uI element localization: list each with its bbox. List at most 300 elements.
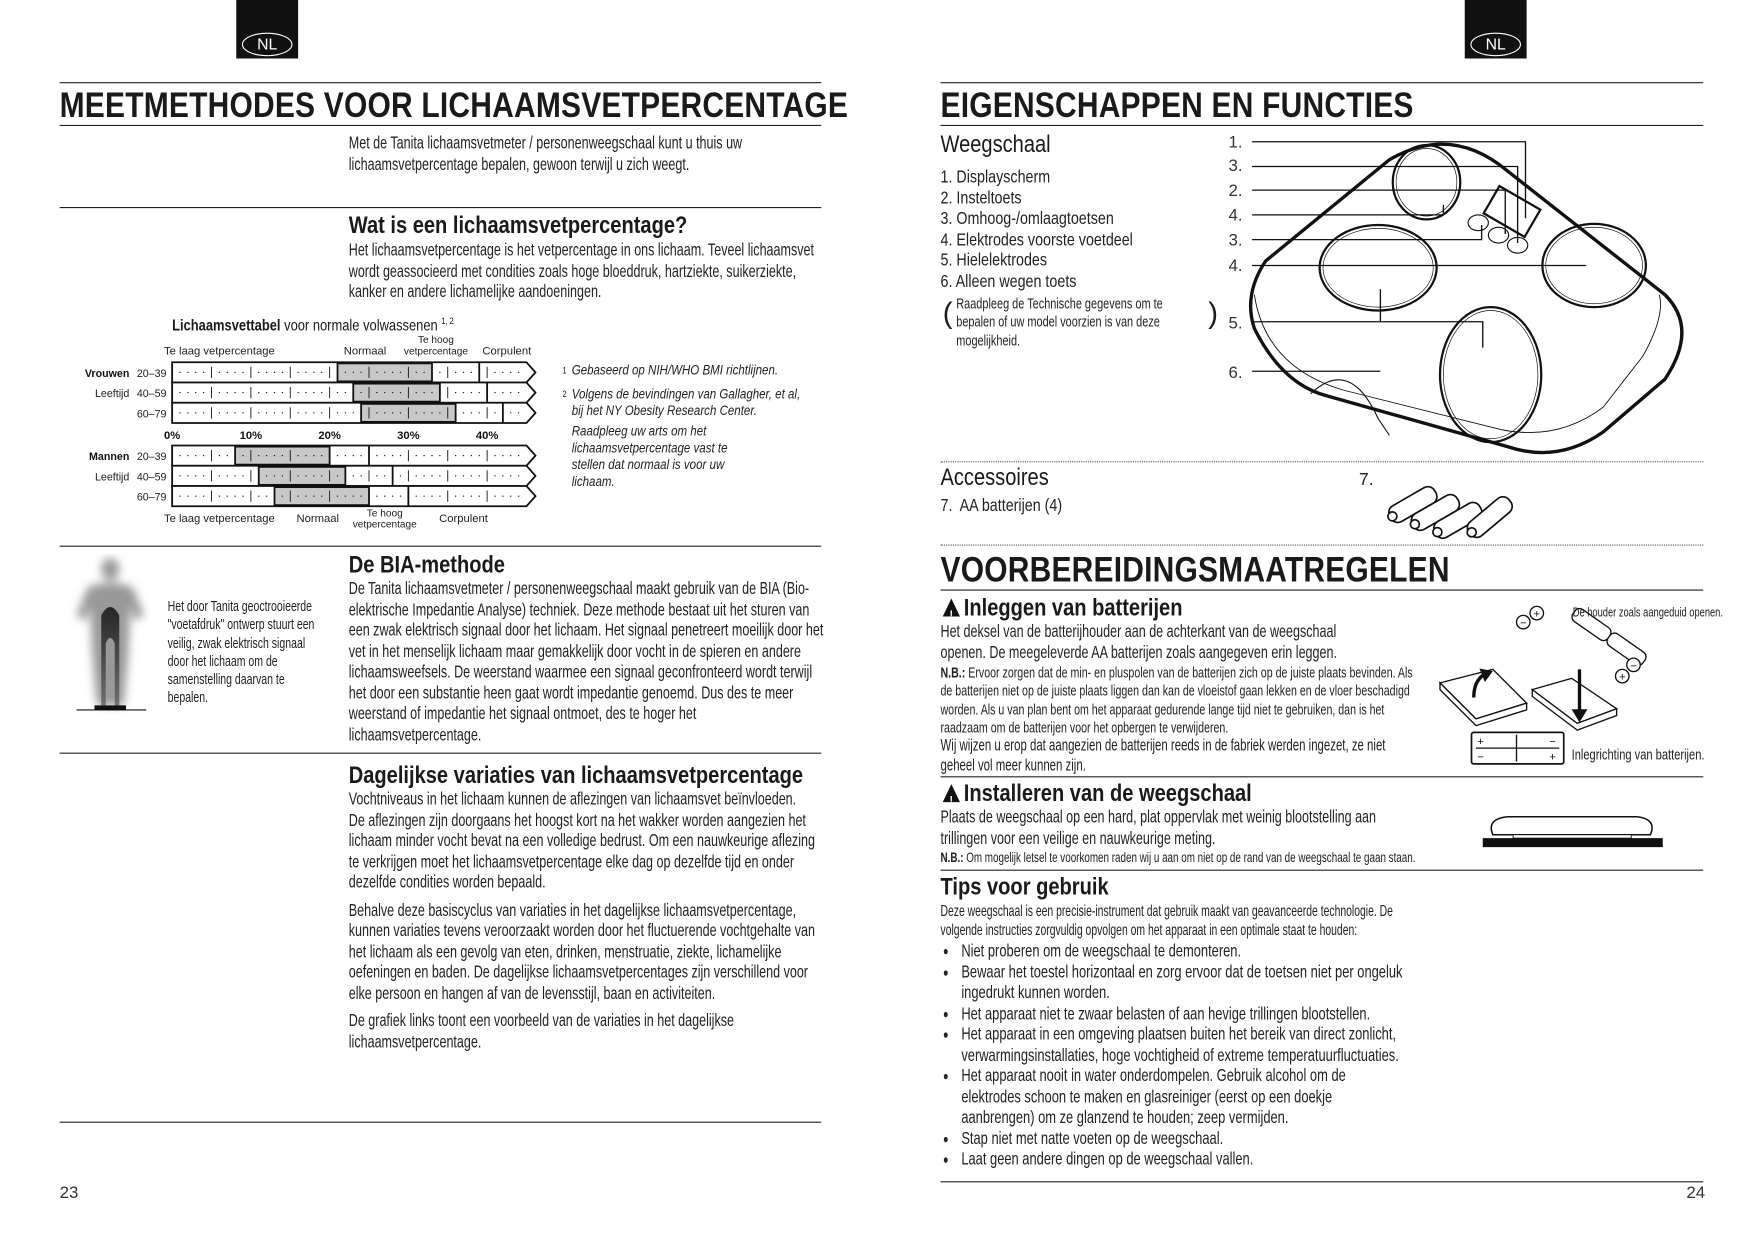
chart-minor-dot: [321, 412, 322, 413]
chart-minor-dot: [416, 412, 417, 413]
chart-minor-dot: [203, 455, 204, 456]
chart-minor-dot: [400, 372, 401, 373]
callout-label: 1.: [1228, 132, 1243, 152]
daily-text-1: Vochtniveaus in het lichaam kunnen de aflezingen van lichaamsvet beïnvloeden. De aflezingen zijn doorgaans het hoogst kort na het wakker worden aangezien het lichaam minder vocht bevat na een volledige bedrust. Om een nauwkeurige aflezing te verkrijgen moet het lichaamsvetpercentage elke dag op dezelfde tijd en onder dezelfde condities worden bepaald.: [348, 789, 815, 893]
chart-minor-dot: [187, 475, 188, 476]
chart-minor-dot: [195, 392, 196, 393]
chart-minor-dot: [494, 475, 495, 476]
svg-text:−: −: [1477, 751, 1484, 764]
svg-text:−: −: [1549, 735, 1556, 748]
chart-minor-dot: [471, 412, 472, 413]
chart-minor-dot: [416, 495, 417, 496]
chart-minor-dot: [360, 372, 361, 373]
tips-list-item: ● Het apparaat nooit in water onderdompelen. Gebruik alcohol om de elektrodes schoon te maken en glasreiniger (eerst op een doekje aanbrengen) om ze glanzend te houden; zeep vermijden.: [941, 1067, 1407, 1129]
chart-minor-dot: [353, 475, 354, 476]
callout-label: 6.: [1228, 363, 1243, 382]
chart-group-label: Vrouwen: [84, 367, 130, 380]
chart-minor-dot: [203, 475, 204, 476]
chart-minor-dot: [510, 412, 511, 413]
chart-minor-dot: [455, 455, 456, 456]
callout-label: 2.: [1228, 180, 1243, 200]
chart-minor-dot: [219, 372, 220, 373]
batteries-illustration: [1378, 466, 1524, 545]
chart-minor-dot: [423, 392, 424, 393]
chart-minor-dot: [274, 412, 275, 413]
chart-minor-dot: [227, 412, 228, 413]
chart-minor-dot: [179, 392, 180, 393]
tips-intro: Deze weegschaal is een precisie-instrument dat gebruik maakt van geavanceerde technologie. De volgende instructies zorgvuldig opvolgen om het apparaat in een optimale staat te houden:: [940, 901, 1393, 939]
body-signal-figure: [68, 554, 158, 723]
chart-minor-dot: [227, 372, 228, 373]
chart-minor-dot: [227, 455, 228, 456]
language-badge: NL: [242, 33, 293, 57]
battery-caption-open: De houder zoals aangeduid openen.: [1572, 606, 1723, 620]
batteries-text: Het deksel van de batterijhouder aan de achterkant van de weegschaal openen. De meegeleverde AA batterijen zoals aangegeven erin leggen.: [940, 622, 1337, 663]
parts-list-item: 4. Elektrodes voorste voetdeel: [940, 230, 1133, 250]
chart-minor-dot: [400, 412, 401, 413]
install-nb-text: Om mogelijk letsel te voorkomen raden wij u aan om niet op de rand van de weegschaal te gaan staan.: [966, 849, 1416, 866]
chart-minor-dot: [321, 475, 322, 476]
warning-icon: [943, 599, 960, 617]
chart-minor-dot: [321, 392, 322, 393]
chart-age-label: 60–79: [136, 408, 167, 421]
chart-minor-dot: [400, 475, 401, 476]
chart-minor-dot: [431, 495, 432, 496]
language-tab-right: [1465, 0, 1527, 59]
chart-minor-dot: [416, 475, 417, 476]
callout-label: 5.: [1228, 313, 1243, 333]
chart-minor-dot: [258, 495, 259, 496]
callout-label: 3.: [1228, 156, 1243, 175]
section-heading-batteries: [943, 595, 1515, 622]
chart-minor-dot: [463, 372, 464, 373]
chart-category-label: Normaal: [343, 345, 387, 358]
chart-minor-dot: [345, 475, 346, 476]
chart-minor-dot: [305, 455, 306, 456]
parts-list-item: 2. Insteltoets: [940, 188, 1022, 208]
chart-minor-dot: [510, 392, 511, 393]
page-title: MEETMETHODES VOOR LICHAAMSVETPERCENTAGE: [59, 85, 849, 125]
tips-list-item: ● Laat geen andere dingen op de weegschaal vallen.: [941, 1150, 1407, 1171]
install-text: Plaats de weegschaal op een hard, plat oppervlak met weinig blootstelling aan trillingen voor een veilige en nauwkeurige meting.: [940, 807, 1377, 848]
chart-minor-dot: [463, 392, 464, 393]
callout-label: 4.: [1228, 205, 1243, 225]
chart-minor-dot: [510, 455, 511, 456]
chart-minor-dot: [313, 455, 314, 456]
svg-text:−: −: [1630, 660, 1637, 673]
battery-caption-orientation: Inlegrichting van batterijen.: [1571, 745, 1705, 763]
chart-minor-dot: [455, 495, 456, 496]
chart-tick-label: 0%: [163, 429, 181, 442]
chart-minor-dot: [353, 392, 354, 393]
chart-minor-dot: [431, 372, 432, 373]
chart-minor-dot: [463, 495, 464, 496]
chart-minor-dot: [479, 412, 480, 413]
chart-minor-dot: [203, 495, 204, 496]
chart-minor-dot: [392, 392, 393, 393]
chart-age-label: 60–79: [136, 491, 167, 504]
chart-minor-dot: [282, 412, 283, 413]
chart-minor-dot: [423, 412, 424, 413]
chart-minor-dot: [297, 372, 298, 373]
scale-diagram: [1221, 126, 1705, 464]
paren-open: (: [942, 295, 953, 330]
divider: [60, 125, 822, 126]
chart-age-label: 20–39: [136, 367, 167, 380]
accessories-heading: Accessoires: [940, 464, 1049, 491]
chart-minor-dot: [510, 372, 511, 373]
chart-category-label: Te hoog: [366, 508, 403, 520]
chart-minor-dot: [494, 495, 495, 496]
chart-minor-dot: [502, 495, 503, 496]
chart-minor-dot: [423, 372, 424, 373]
chart-minor-dot: [282, 475, 283, 476]
chart-minor-dot: [518, 495, 519, 496]
chart-minor-dot: [274, 495, 275, 496]
chart-minor-dot: [203, 392, 204, 393]
chart-minor-dot: [518, 455, 519, 456]
chart-minor-dot: [266, 392, 267, 393]
chart-minor-dot: [416, 392, 417, 393]
section-heading-bia: De BIA-methode: [348, 552, 505, 579]
chart-minor-dot: [313, 372, 314, 373]
chart-minor-dot: [219, 392, 220, 393]
chart-minor-dot: [463, 412, 464, 413]
chart-minor-dot: [463, 475, 464, 476]
chart-minor-dot: [360, 455, 361, 456]
batteries-nb-text: Ervoor zorgen dat de min- en pluspolen van de batterijen zich op de juiste plaats bevinden. Als de batterijen niet op de juiste plaats liggen dan kan de vloeistof gaan lekken en de vloer beschadigd worden. Als u van plan bent om het apparaat gedurende lange tijd niet te gebruiken, dan is het raadzaam om de batterijen voor het opbergen te verwijderen.: [940, 663, 1413, 736]
chart-minor-dot: [392, 475, 393, 476]
chart-tick-label: 40%: [475, 429, 499, 442]
callout-label: 3.: [1228, 230, 1243, 250]
chart-minor-dot: [195, 455, 196, 456]
chart-minor-dot: [360, 475, 361, 476]
chart-minor-dot: [439, 372, 440, 373]
nb-label: N.B.:: [940, 849, 964, 866]
chart-minor-dot: [345, 412, 346, 413]
chart-minor-dot: [400, 455, 401, 456]
chart-minor-dot: [203, 412, 204, 413]
chart-minor-dot: [258, 392, 259, 393]
chart-minor-dot: [502, 455, 503, 456]
chart-minor-dot: [203, 372, 204, 373]
chart-minor-dot: [313, 412, 314, 413]
chart-minor-dot: [266, 475, 267, 476]
chart-minor-dot: [195, 412, 196, 413]
chart-minor-dot: [234, 495, 235, 496]
chart-minor-dot: [297, 392, 298, 393]
chart-minor-dot: [384, 392, 385, 393]
tips-list-item: ● Bewaar het toestel horizontaal en zorg ervoor dat de toetsen niet per ongeluk ingedrukt kunnen worden.: [941, 962, 1407, 1004]
chart-minor-dot: [494, 392, 495, 393]
chart-minor-dot: [376, 372, 377, 373]
chart-minor-dot: [234, 372, 235, 373]
chart-minor-dot: [274, 475, 275, 476]
chart-age-label: 40–59: [136, 388, 167, 401]
chart-minor-dot: [479, 475, 480, 476]
section-heading-tips: Tips voor gebruik: [940, 874, 1109, 900]
divider: [60, 1122, 822, 1123]
chart-category-label: Te hoog: [417, 335, 454, 347]
chart-minor-dot: [518, 372, 519, 373]
svg-text:+: +: [1477, 735, 1484, 748]
divider: [941, 870, 1704, 871]
chart-minor-dot: [431, 455, 432, 456]
chart-minor-dot: [384, 495, 385, 496]
dotted-divider: [941, 461, 1704, 462]
chart-minor-dot: [439, 475, 440, 476]
chart-minor-dot: [471, 455, 472, 456]
chart-minor-dot: [439, 412, 440, 413]
chart-minor-dot: [502, 412, 503, 413]
chart-minor-dot: [416, 455, 417, 456]
chart-minor-dot: [494, 372, 495, 373]
install-nb: [941, 849, 1416, 866]
parts-note: Raadpleeg de Technische gegevens om te bepalen of uw model voorzien is van deze mogelijkheid.: [956, 294, 1163, 349]
warning-icon: [943, 784, 960, 802]
chart-minor-dot: [392, 412, 393, 413]
chart-minor-dot: [384, 372, 385, 373]
section-heading-what: Wat is een lichaamsvetpercentage?: [348, 212, 688, 239]
chart-footnotes: 1 Gebaseerd op NIH/WHO BMI richtlijnen. 2 Volgens de bevindingen van Gallagher, et al, bij het NY Obesity Research Center. Raadpleeg uw arts om het lichaamsvetpercentage vast te stellen dat normaal is voor uw lichaam.: [562, 362, 801, 490]
chart-minor-dot: [502, 372, 503, 373]
page-number-left: 23: [59, 1183, 79, 1203]
chart-minor-dot: [337, 495, 338, 496]
figure-caption: Het door Tanita geoctrooieerde "voetafdruk" ontwerp stuurt een veilig, zwak elektrisch signaal door het lichaam om de samenstelling daarvan te bepalen.: [167, 597, 315, 706]
chart-minor-dot: [353, 495, 354, 496]
chart-tick-label: 10%: [239, 429, 263, 442]
page-number-right: 24: [1686, 1183, 1706, 1203]
chart-minor-dot: [384, 455, 385, 456]
chart-minor-dot: [463, 455, 464, 456]
svg-text:+: +: [1533, 608, 1541, 621]
chart-minor-dot: [219, 455, 220, 456]
tips-section: [941, 874, 1661, 1170]
chart-minor-dot: [179, 372, 180, 373]
body-fat-chart: [84, 313, 563, 538]
chart-minor-dot: [282, 372, 283, 373]
chart-minor-dot: [187, 495, 188, 496]
chart-minor-dot: [360, 412, 361, 413]
divider: [941, 82, 1704, 83]
callout-label: 4.: [1228, 256, 1243, 276]
chart-category-label: Te laag vetpercentage: [164, 513, 275, 525]
language-tab-left: [236, 0, 298, 59]
section-title-prep: VOORBEREIDINGSMAATREGELEN: [940, 550, 1450, 590]
chart-minor-dot: [305, 372, 306, 373]
chart-minor-dot: [384, 412, 385, 413]
chart-minor-dot: [416, 372, 417, 373]
chart-minor-dot: [305, 495, 306, 496]
chart-minor-dot: [510, 495, 511, 496]
chart-minor-dot: [423, 455, 424, 456]
chart-minor-dot: [455, 412, 456, 413]
tips-list-item: ● Het apparaat niet te zwaar belasten of aan hevige trillingen blootstellen.: [941, 1004, 1407, 1025]
chart-minor-dot: [431, 475, 432, 476]
chart-minor-dot: [219, 475, 220, 476]
tips-list-item: ● Het apparaat in een omgeving plaatsen buiten het bereik van direct zonlicht, verwarmingsinstallaties, hoge vochtigheid of extreme temperatuurfluctuaties.: [941, 1025, 1407, 1067]
chart-minor-dot: [376, 392, 377, 393]
chart-minor-dot: [242, 455, 243, 456]
footnote-3: Raadpleeg uw arts om het lichaamsvetpercentage vast te stellen dat normaal is voor uw lichaam.: [571, 423, 728, 490]
chart-minor-dot: [345, 392, 346, 393]
chart-minor-dot: [266, 372, 267, 373]
dotted-divider: [941, 545, 1704, 546]
chart-minor-dot: [195, 475, 196, 476]
chart-normal-band: [259, 467, 346, 485]
chart-minor-dot: [376, 495, 377, 496]
chart-minor-dot: [337, 412, 338, 413]
chart-minor-dot: [400, 392, 401, 393]
chart-minor-dot: [384, 475, 385, 476]
divider: [941, 590, 1704, 591]
parts-list-item: 5. Hielelektrodes: [940, 250, 1048, 270]
chart-minor-dot: [321, 455, 322, 456]
chart-minor-dot: [234, 412, 235, 413]
chart-minor-dot: [305, 392, 306, 393]
chart-minor-dot: [297, 495, 298, 496]
chart-minor-dot: [242, 412, 243, 413]
chart-minor-dot: [479, 392, 480, 393]
scale-side-view: [1479, 812, 1665, 848]
chart-minor-dot: [242, 372, 243, 373]
language-badge: NL: [1470, 33, 1521, 57]
chart-minor-dot: [258, 475, 259, 476]
tips-list-item: ● Niet proberen om de weegschaal te demonteren.: [941, 942, 1407, 963]
chart-minor-dot: [494, 455, 495, 456]
chart-minor-dot: [258, 372, 259, 373]
chart-category-label: Corpulent: [482, 345, 532, 358]
install-heading-text: Installeren van de weegschaal: [963, 780, 1252, 807]
chart-minor-dot: [274, 372, 275, 373]
chart-minor-dot: [455, 372, 456, 373]
accessories-item: 7. AA batterijen (4): [940, 496, 1063, 516]
chart-minor-dot: [353, 455, 354, 456]
chart-minor-dot: [234, 455, 235, 456]
chart-category-label: vetpercentage: [403, 346, 468, 358]
batteries-note: Wij wijzen u erop dat aangezien de batterijen reeds in de fabriek werden ingezet, ze niet geheel vol meer kunnen zijn.: [940, 737, 1386, 775]
chart-minor-dot: [471, 372, 472, 373]
chart-minor-dot: [510, 475, 511, 476]
bia-section: [349, 552, 1008, 746]
chart-category-label: Normaal: [296, 513, 340, 525]
chart-minor-dot: [502, 392, 503, 393]
tips-list-item: ● Stap niet met natte voeten op de weegschaal.: [941, 1129, 1407, 1150]
chart-minor-dot: [400, 495, 401, 496]
chart-minor-dot: [187, 455, 188, 456]
what-text: Het lichaamsvetpercentage is het vetpercentage in ons lichaam. Teveel lichaamsvet wordt geassocieerd met condities zoals hoge bloeddruk, hartziekte, suikerziekte, kanker en andere lichamelijke aandoeningen.: [348, 240, 815, 302]
chart-minor-dot: [360, 392, 361, 393]
chart-minor-dot: [179, 455, 180, 456]
chart-minor-dot: [337, 372, 338, 373]
chart-minor-dot: [471, 392, 472, 393]
chart-minor-dot: [305, 412, 306, 413]
chart-minor-dot: [297, 455, 298, 456]
scale-heading: Weegschaal: [940, 131, 1051, 158]
tips-list: [941, 942, 1407, 1171]
chart-minor-dot: [274, 455, 275, 456]
chart-minor-dot: [471, 475, 472, 476]
chart-minor-dot: [455, 392, 456, 393]
chart-minor-dot: [345, 372, 346, 373]
chart-minor-dot: [187, 392, 188, 393]
chart-minor-dot: [392, 372, 393, 373]
svg-text:+: +: [1618, 671, 1626, 684]
chart-minor-dot: [392, 495, 393, 496]
chart-title-rest: voor normale volwassenen: [284, 315, 438, 334]
chart-minor-dot: [195, 372, 196, 373]
chart-minor-dot: [518, 412, 519, 413]
chart-minor-dot: [423, 475, 424, 476]
divider: [60, 753, 822, 754]
chart-tick-label: 20%: [318, 429, 341, 442]
chart-minor-dot: [258, 455, 259, 456]
chart-minor-dot: [479, 372, 480, 373]
chart-minor-dot: [282, 455, 283, 456]
chart-category-label: vetpercentage: [352, 519, 417, 531]
chart-minor-dot: [242, 495, 243, 496]
chart-minor-dot: [337, 475, 338, 476]
chart-minor-dot: [502, 475, 503, 476]
daily-text-2: Behalve deze basiscyclus van variaties in het dagelijkse lichaamsvetpercentage, kunnen variaties tevens veroorzaakt worden door het fluctuerende vochtgehalte van het lichaam als een gevolg van eten, drinken, menstruatie, ziekte, lichamelijke oefeningen en baden. De dagelijkse lichaamsvetpercentages zijn verschillend voor elke persoon en hangen af van de levensstijl, baan en activiteiten.: [348, 900, 815, 1003]
chart-minor-dot: [494, 412, 495, 413]
footnote-2: Volgens de bevindingen van Gallagher, et al, bij het NY Obesity Research Center.: [571, 385, 801, 419]
chart-minor-dot: [360, 495, 361, 496]
chart-minor-dot: [392, 455, 393, 456]
chart-minor-dot: [313, 475, 314, 476]
divider: [941, 1181, 1704, 1182]
chart-minor-dot: [345, 455, 346, 456]
chart-minor-dot: [337, 455, 338, 456]
chart-minor-dot: [376, 455, 377, 456]
chart-minor-dot: [187, 412, 188, 413]
footnote-1: Gebaseerd op NIH/WHO BMI richtlijnen.: [571, 362, 779, 378]
chart-minor-dot: [431, 412, 432, 413]
chart-minor-dot: [282, 392, 283, 393]
chart-age-caption: Leeftijd: [94, 388, 130, 401]
chart-minor-dot: [282, 495, 283, 496]
chart-minor-dot: [195, 495, 196, 496]
chart-minor-dot: [321, 495, 322, 496]
page-title: EIGENSCHAPPEN EN FUNCTIES: [940, 85, 1414, 125]
chart-title-bold: Lichaamsvettabel: [172, 315, 281, 334]
chart-minor-dot: [266, 412, 267, 413]
parts-list-item: 1. Displayscherm: [940, 167, 1051, 187]
paren-close: ): [1208, 295, 1219, 330]
nb-label: N.B.:: [940, 663, 966, 681]
chart-minor-dot: [376, 475, 377, 476]
chart-minor-dot: [345, 495, 346, 496]
batteries-heading-text: Inleggen van batterijen: [963, 595, 1183, 621]
chart-minor-dot: [297, 412, 298, 413]
divider: [60, 546, 822, 547]
chart-category-label: Te laag vetpercentage: [164, 345, 275, 358]
chart-minor-dot: [518, 392, 519, 393]
chart-group-label: Mannen: [89, 451, 130, 464]
chart-minor-dot: [227, 392, 228, 393]
divider: [60, 82, 822, 83]
accessories-callout: 7.: [1359, 470, 1374, 490]
divider: [60, 207, 822, 208]
chart-minor-dot: [321, 372, 322, 373]
chart-age-label: 40–59: [136, 471, 167, 484]
section-heading-daily: Dagelijkse variaties van lichaamsvetpercentage: [348, 762, 804, 789]
chart-minor-dot: [455, 475, 456, 476]
chart-minor-dot: [479, 455, 480, 456]
chart-tick-label: 30%: [397, 429, 420, 442]
chart-minor-dot: [179, 412, 180, 413]
chart-minor-dot: [234, 392, 235, 393]
